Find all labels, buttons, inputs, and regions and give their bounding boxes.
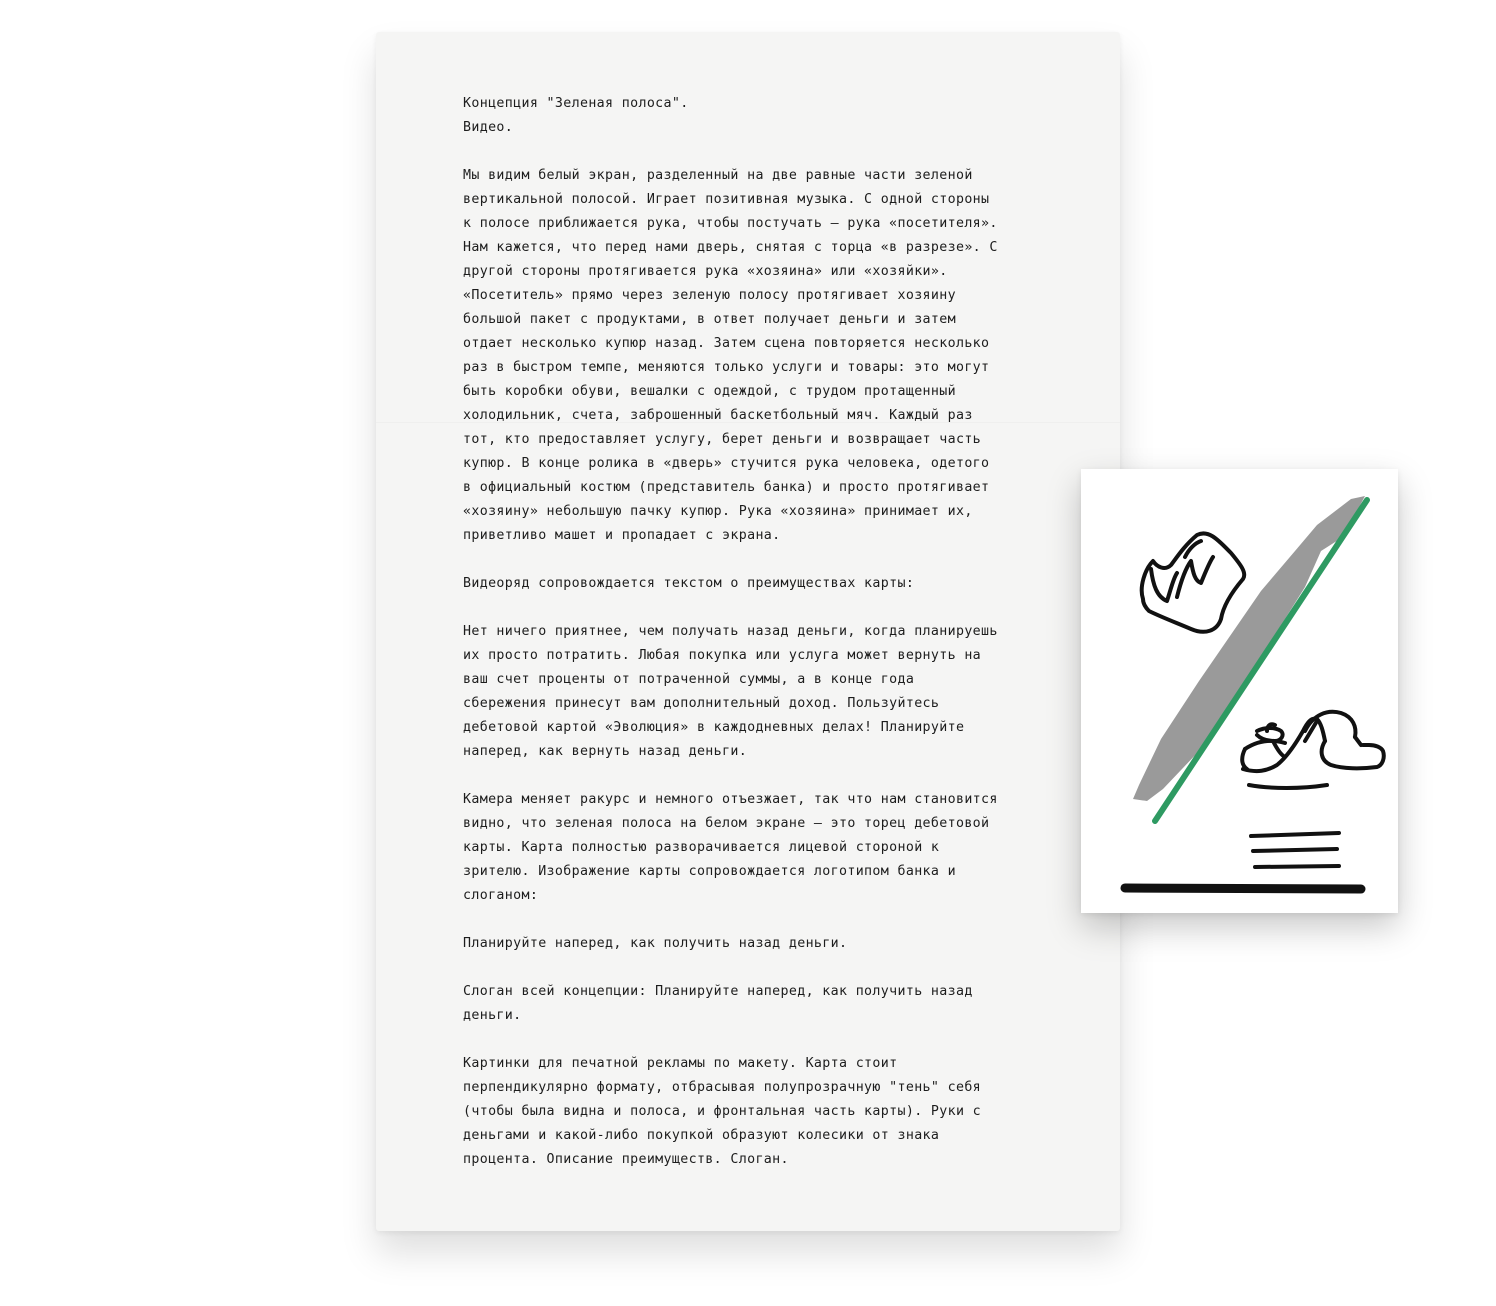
- text-line: дебетовой картой «Эволюция» в каждодневных делах! Планируйте: [463, 720, 965, 735]
- green-stripe: [1155, 500, 1367, 821]
- text-line: Картинки для печатной рекламы по макету. Карта стоит: [463, 1056, 898, 1071]
- high-heel-shoe-icon: [1242, 712, 1384, 788]
- text-line: купюр. В конце ролика в «дверь» стучится рука человека, одетого: [463, 456, 990, 471]
- paragraph: [463, 788, 1073, 908]
- text-line: Планируйте наперед, как получить назад деньги.: [463, 936, 848, 951]
- text-line: (чтобы была видна и полоса, и фронтальная часть карты). Руки с: [463, 1104, 982, 1119]
- text-line: раз в быстром темпе, меняются только услуги и товары: это могут: [463, 360, 990, 375]
- text-line: к полосе приближается рука, чтобы постучать — рука «посетителя».: [463, 216, 998, 231]
- paragraph: [463, 620, 1073, 764]
- text-line: вертикальной полосой. Играет позитивная музыка. С одной стороны: [463, 192, 990, 207]
- text-line: другой стороны протягивается рука «хозяина» или «хозяйки».: [463, 264, 948, 279]
- text-line: перпендикулярно формату, отбрасывая полупрозрачную "тень" себя: [463, 1080, 982, 1095]
- paragraph: [463, 932, 1073, 956]
- text-line: холодильник, счета, заброшенный баскетбольный мяч. Каждый раз: [463, 408, 973, 423]
- document-title: Концепция "Зеленая полоса".: [463, 96, 689, 111]
- card-shadow: [1133, 496, 1365, 801]
- text-line: Мы видим белый экран, разделенный на две равные части зеленой: [463, 168, 973, 183]
- paragraph: [463, 164, 1073, 548]
- text-line: приветливо машет и пропадает с экрана.: [463, 528, 781, 543]
- paragraph: [463, 572, 1073, 596]
- text-line: быть коробки обуви, вешалки с одеждой, с трудом протащенный: [463, 384, 956, 399]
- document-subtitle: Видео.: [463, 120, 514, 135]
- text-line: Нет ничего приятнее, чем получать назад деньги, когда планируешь: [463, 624, 998, 639]
- paragraphs: [463, 164, 1073, 1172]
- text-line: Камера меняет ракурс и немного отъезжает, так что нам становится: [463, 792, 998, 807]
- text-line: Видеоряд сопровождается текстом о преимуществах карты:: [463, 576, 915, 591]
- text-line: сбережения принесут вам дополнительный доход. Пользуйтесь: [463, 696, 940, 711]
- paragraph: [463, 980, 1073, 1028]
- text-line: в официальный костюм (представитель банка) и просто протягивает: [463, 480, 990, 495]
- text-line: деньги.: [463, 1008, 522, 1023]
- text-line: слоганом:: [463, 888, 539, 903]
- text-line: отдает несколько купюр назад. Затем сцена повторяется несколько: [463, 336, 990, 351]
- text-line: зрителю. Изображение карты сопровождается логотипом банка и: [463, 864, 956, 879]
- text-line: Нам кажется, что перед нами дверь, снятая с торца «в разрезе». С: [463, 240, 998, 255]
- text-line: тот, кто предоставляет услугу, берет деньги и возвращает часть: [463, 432, 982, 447]
- text-line: наперед, как вернуть назад деньги.: [463, 744, 748, 759]
- sneaker-icon: [1142, 533, 1245, 631]
- text-line: деньгами и какой-либо покупкой образуют колесики от знака: [463, 1128, 940, 1143]
- text-line: их просто потратить. Любая покупка или услуга может вернуть на: [463, 648, 982, 663]
- text-line: «хозяину» небольшую пачку купюр. Рука «хозяина» принимает их,: [463, 504, 973, 519]
- text-lines-icon: [1125, 833, 1361, 889]
- text-line: карты. Карта полностью разворачивается лицевой стороной к: [463, 840, 940, 855]
- text-line: Слоган всей концепции: Планируйте наперед, как получить назад: [463, 984, 973, 999]
- text-line: видно, что зеленая полоса на белом экране — это торец дебетовой: [463, 816, 990, 831]
- text-line: ваш счет проценты от потраченной суммы, а в конце года: [463, 672, 915, 687]
- sketch-card: [1081, 469, 1398, 913]
- text-line: процента. Описание преимуществ. Слоган.: [463, 1152, 789, 1167]
- document-text: [463, 92, 1073, 1172]
- text-line: большой пакет с продуктами, в ответ получает деньги и затем: [463, 312, 956, 327]
- paragraph: [463, 1052, 1073, 1172]
- heading-block: [463, 92, 1073, 140]
- text-line: «Посетитель» прямо через зеленую полосу протягивает хозяину: [463, 288, 956, 303]
- document-sheet: [376, 32, 1120, 1231]
- card-sketch-illustration: [1081, 469, 1398, 913]
